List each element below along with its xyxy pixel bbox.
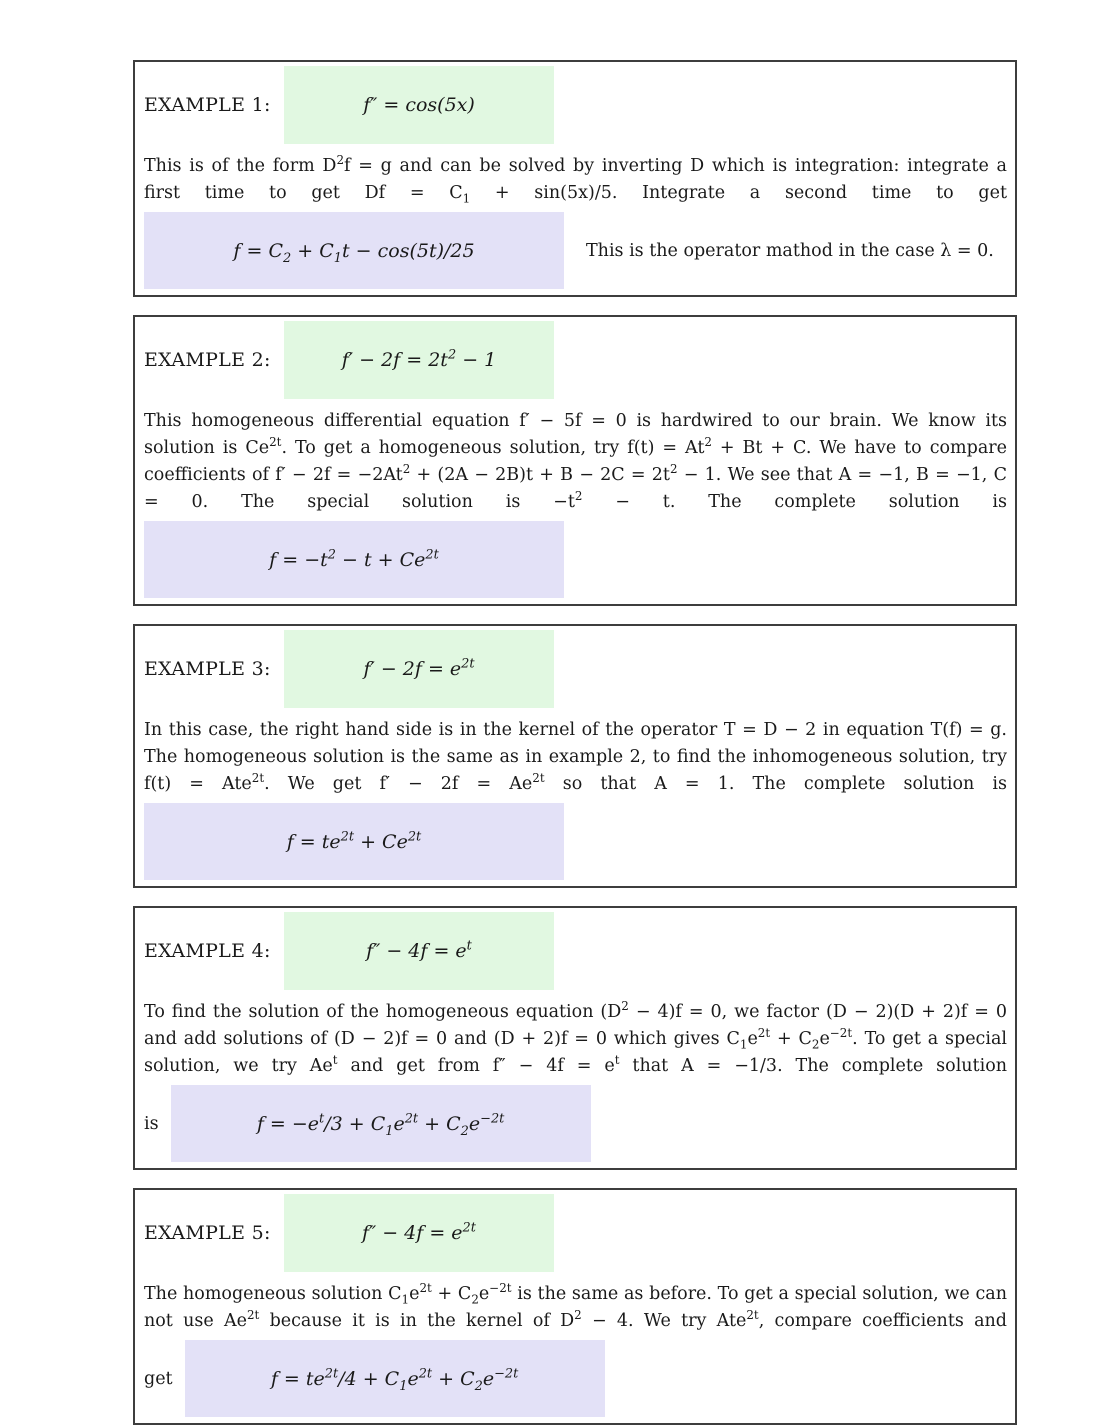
example-5-box — [133, 1188, 1017, 1425]
example-1-box — [133, 60, 1017, 297]
example-3-body-text: In this case, the right hand side is in the kernel of the operator T = D − 2 in equation T(f) = g. The homogeneous solution is the same as in example 2, to find the inhomogeneous solution, try f(t) = Ate$^{2t}$. We get $f' - 2f = Ae^{2t}$ so that A = 1. The complete solution is — [144, 720, 1007, 794]
example-3-problem-equation: $f' - 2f = e^{2t}$ — [363, 656, 475, 680]
example-1-label: EXAMPLE 1: — [144, 94, 271, 116]
example-3-header — [144, 630, 1007, 708]
example-5-header — [144, 1194, 1007, 1272]
example-2-box — [133, 315, 1017, 606]
example-5-solution-row — [144, 1340, 1007, 1417]
example-4-solution-row — [144, 1085, 1007, 1162]
example-2-problem-highlight — [284, 321, 554, 399]
example-4-problem-equation: $f'' - 4f = e^t$ — [366, 938, 472, 962]
example-1-solution-highlight — [144, 212, 564, 289]
example-5-solution-equation: $f = te^{2t}/4 + C_1e^{2t} + C_2e^{-2t}$ — [270, 1366, 519, 1394]
example-4-body-text: To find the solution of the homogeneous equation $(D^2 - 4)f = 0$, we factor (D − 2)(D + 2)f = 0 and add solutions of (D − 2)f = 0 and (D + 2)f = 0 which gives $C_1e^{2t} + C_2e^{-2t}$. To get a special solution, we try Ae$^t$ and get from $f'' - 4f = e^t$ that A = −1/3. The complete solution — [144, 999, 1007, 1076]
example-3-problem-highlight — [284, 630, 554, 708]
example-2-header — [144, 321, 1007, 399]
example-1-body-text: This is of the form $D^2f = g$ and can be solved by inverting D which is integration: integrate a first time to get $Df = C_1 + \sin(5x)/5$. Integrate a second time to get — [144, 153, 1007, 206]
example-4-solution-equation: $f = -e^t/3 + C_1e^{2t} + C_2e^{-2t}$ — [256, 1111, 505, 1139]
example-5-label: EXAMPLE 5: — [144, 1222, 271, 1244]
example-5-body-text: The homogeneous solution $C_1e^{2t} + C_2e^{-2t}$ is the same as before. To get a special solution, we can not use $Ae^{2t}$ because it is in the kernel of $D^2 - 4$. We try Ate$^{2t}$, compare coefficients and — [144, 1281, 1007, 1331]
example-2-problem-equation: $f' - 2f = 2t^2 - 1$ — [341, 347, 497, 371]
example-4-lead-word: is — [144, 1113, 159, 1134]
example-4-problem-highlight — [284, 912, 554, 990]
example-5-problem-highlight — [284, 1194, 554, 1272]
example-1-problem-equation: f″ = cos(5x) — [363, 94, 475, 116]
example-1-solution-row — [144, 212, 1007, 289]
example-5-problem-equation: $f'' - 4f = e^{2t}$ — [362, 1220, 476, 1244]
example-2-solution-row — [144, 521, 1007, 598]
example-2-body-text: This homogeneous differential equation f′ − 5f = 0 is hardwired to our brain. We know its solution is $Ce^{2t}$. To get a homogeneous solution, try $f(t) = At^2 + Bt + C$. We have to compare coefficients of $f' - 2f = -2At^2 + (2A - 2B)t + B - 2C = 2t^2 - 1$. We see that A = −1, B = −1, C = 0. The special solution is $-t^2 - t$. The complete solution is — [144, 411, 1007, 512]
example-1-side-note: This is the operator mathod in the case λ = 0. — [586, 240, 994, 261]
example-2-solution-equation: $f = -t^2 - t + Ce^{2t}$ — [269, 547, 439, 571]
example-2-label: EXAMPLE 2: — [144, 349, 271, 371]
example-3-box — [133, 624, 1017, 888]
example-3-solution-highlight — [144, 803, 564, 880]
example-5-lead-word: get — [144, 1368, 173, 1389]
example-1-header — [144, 66, 1007, 144]
example-1-solution-equation: $f = C_2 + C_1t - \cos(5t)/25$ — [233, 239, 475, 266]
example-1-problem-highlight — [284, 66, 554, 144]
example-4-box — [133, 906, 1017, 1170]
example-3-solution-equation: $f = te^{2t} + Ce^{2t}$ — [286, 829, 422, 853]
example-3-label: EXAMPLE 3: — [144, 658, 271, 680]
example-4-header — [144, 912, 1007, 990]
example-3-solution-row — [144, 803, 1007, 880]
example-4-solution-highlight — [171, 1085, 591, 1162]
example-4-label: EXAMPLE 4: — [144, 940, 271, 962]
example-2-solution-highlight — [144, 521, 564, 598]
example-5-solution-highlight — [185, 1340, 605, 1417]
